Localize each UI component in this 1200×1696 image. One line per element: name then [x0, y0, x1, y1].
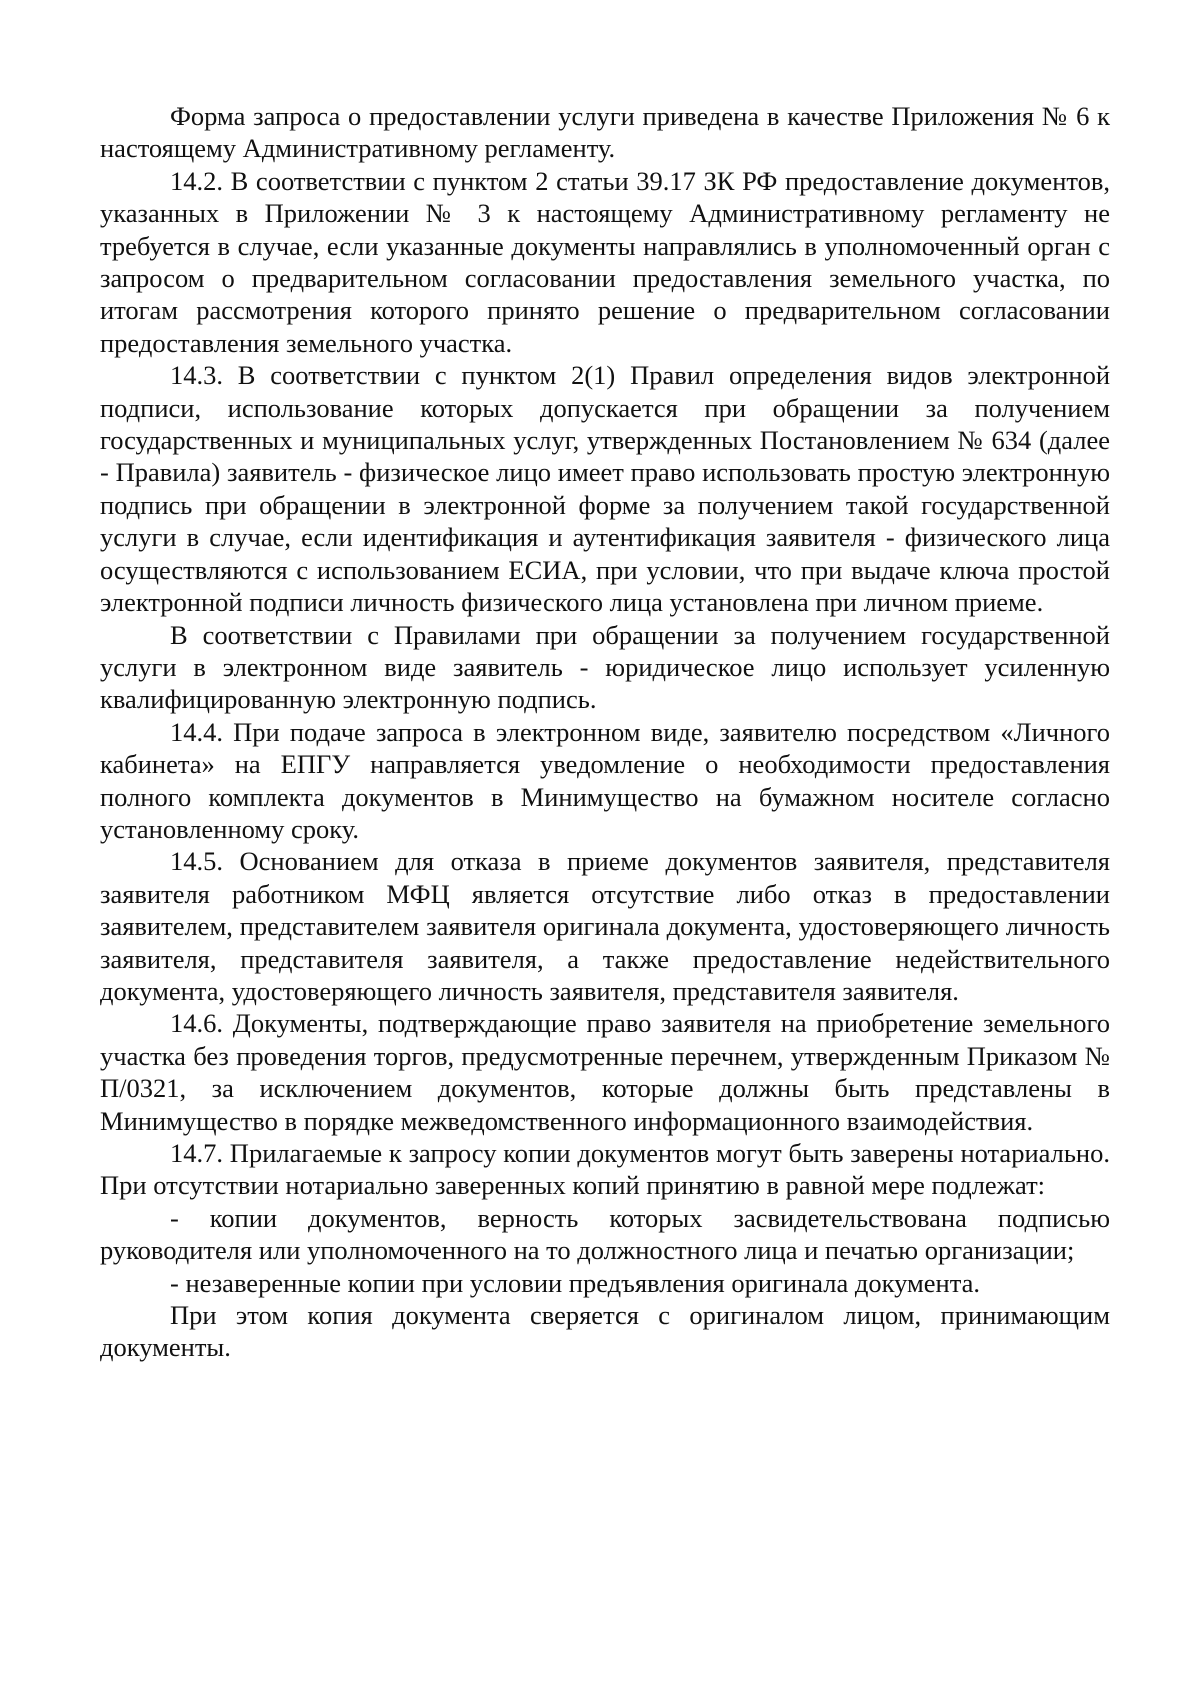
paragraph-14-7: 14.7. Прилагаемые к запросу копии документов могут быть заверены нотариально. При отсутствии нотариально заверенных копий принятию в равной мере подлежат:: [100, 1138, 1110, 1201]
document-body: [100, 100, 1110, 1364]
paragraph-legal-entity-signature: В соответствии с Правилами при обращении за получением государственной услуги в электронном виде заявитель - юридическое лицо использует усиленную квалифицированную электронную подпись.: [100, 619, 1110, 715]
list-item-certified-copies: - копии документов, верность которых засвидетельствована подписью руководителя или уполномоченного на то должностного лица и печатью организации;: [100, 1202, 1110, 1266]
paragraph-14-4: 14.4. При подаче запроса в электронном виде, заявителю посредством «Личного кабинета» на ЕПГУ направляется уведомление о необходимости предоставления полного комплекта документов в Минимущество на бумажном носителе согласно установленному сроку.: [100, 716, 1110, 844]
paragraph-14-3: 14.3. В соответствии с пунктом 2(1) Правил определения видов электронной подписи, использование которых допускается при обращении за получением государственных и муниципальных услуг, утвержденных Постановлением № 634 (далее - Правила) заявитель - физическое лицо имеет право использовать простую электронную подпись при обращении в электронной форме за получением такой государственной услуги в случае, если идентификация и аутентификация заявителя - физического лица осуществляются с использованием ЕСИА, при условии, что при выдаче ключа простой электронной подписи личность физического лица установлена при личном приеме.: [100, 360, 1110, 618]
paragraph-14-5: 14.5. Основанием для отказа в приеме документов заявителя, представителя заявителя работником МФЦ является отсутствие либо отказ в предоставлении заявителем, представителем заявителя оригинала документа, удостоверяющего личность заявителя, представителя заявителя, а также предоставление недействительного документа, удостоверяющего личность заявителя, представителя заявителя.: [100, 846, 1110, 1006]
paragraph-copy-verification: При этом копия документа сверяется с оригиналом лицом, принимающим документы.: [100, 1300, 1110, 1363]
paragraph-request-form: Форма запроса о предоставлении услуги приведена в качестве Приложения № 6 к настоящему Административному регламенту.: [100, 101, 1110, 164]
paragraph-14-2: 14.2. В соответствии с пунктом 2 статьи 39.17 ЗК РФ предоставление документов, указанных в Приложении № 3 к настоящему Административному регламенту не требуется в случае, если указанные документы направлялись в уполномоченный орган с запросом о предварительном согласовании предоставления земельного участка, по итогам рассмотрения которого принято решение о предварительном согласовании предоставления земельного участка.: [100, 165, 1110, 358]
paragraph-14-6: 14.6. Документы, подтверждающие право заявителя на приобретение земельного участка без проведения торгов, предусмотренные перечнем, утвержденным Приказом № П/0321, за исключением документов, которые должны быть представлены в Минимущество в порядке межведомственного информационного взаимодействия.: [100, 1008, 1110, 1136]
list-item-uncertified-copies: - незаверенные копии при условии предъявления оригинала документа.: [170, 1267, 981, 1298]
